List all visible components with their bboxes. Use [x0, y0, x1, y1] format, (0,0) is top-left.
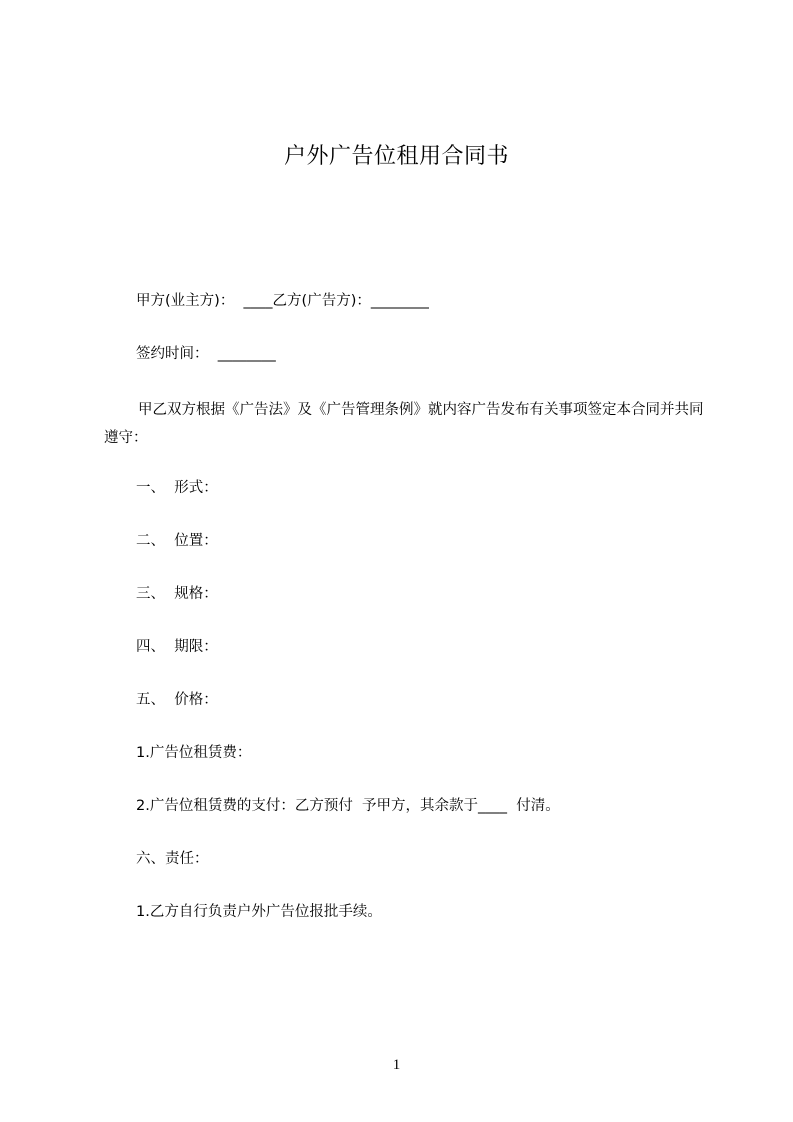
- party-line: 甲方(业主方)： ____乙方(广告方)：________: [136, 293, 429, 309]
- page-number: 1: [392, 1057, 401, 1073]
- clause-responsibility: 六、责任：: [136, 851, 209, 867]
- clause-location: 二、 位置：: [136, 533, 218, 549]
- clause-price-payment: 2.广告位租赁费的支付：乙方预付 予甲方，其余款于____ 付清。: [136, 798, 560, 814]
- clause-form: 一、 形式：: [136, 480, 218, 496]
- document-title: 户外广告位租用合同书: [283, 144, 509, 169]
- clause-term: 四、 期限：: [136, 639, 218, 655]
- clause-price: 五、 价格：: [136, 692, 218, 708]
- sign-date-line: 签约时间： ________: [136, 346, 276, 362]
- clause-price-rent: 1.广告位租赁费：: [136, 745, 252, 761]
- clause-responsibility-approval: 1.乙方自行负责户外广告位报批手续。: [136, 904, 382, 920]
- intro-paragraph: 甲乙双方根据《广告法》及《广告管理条例》就内容广告发布有关事项签定本合同并共同遵守：: [104, 402, 704, 446]
- clause-specification: 三、 规格：: [136, 586, 218, 602]
